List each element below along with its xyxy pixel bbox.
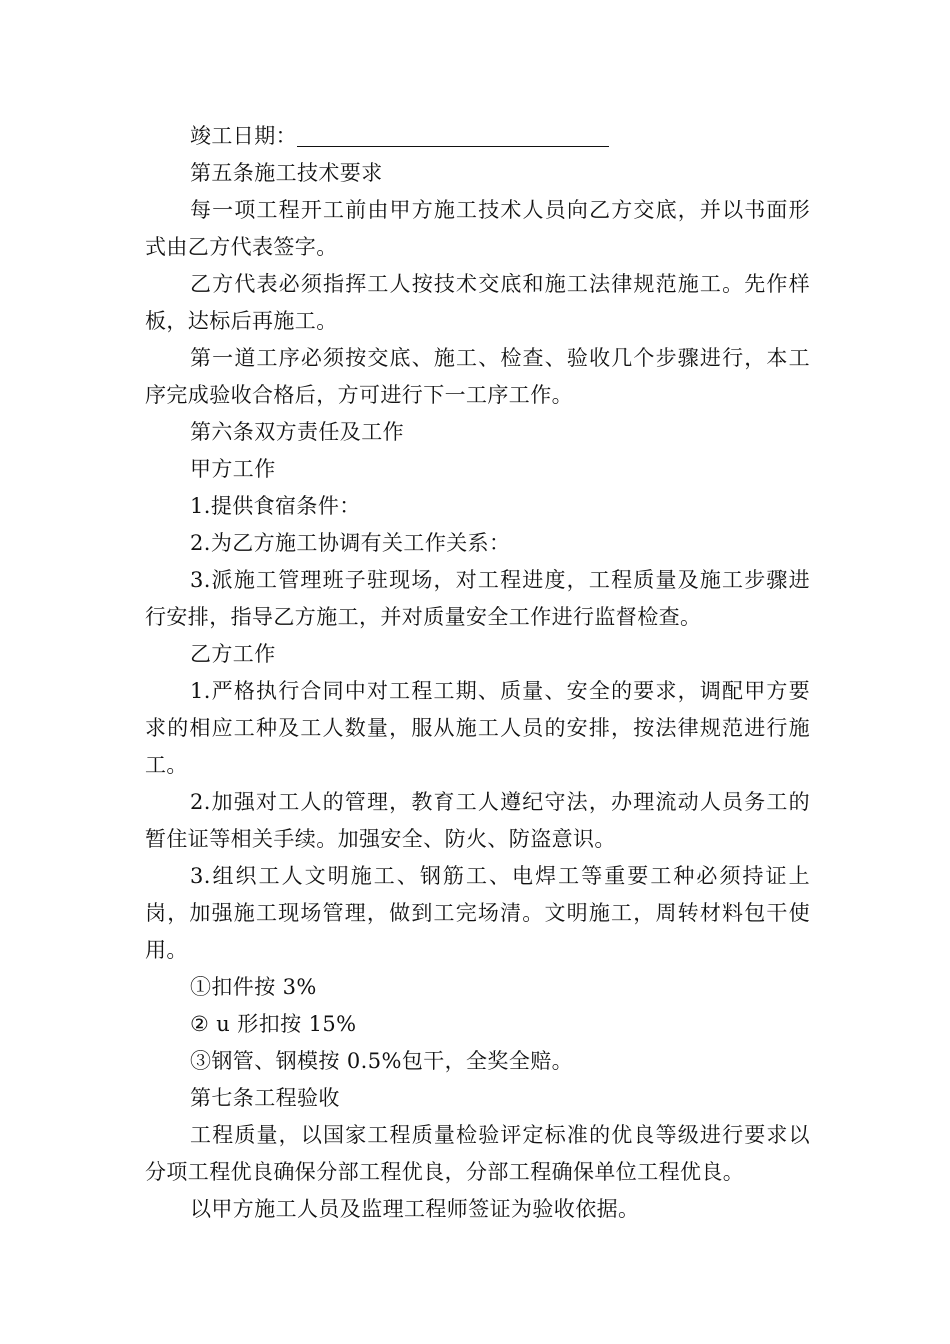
party-b-item: 3.组织工人文明施工、钢筋工、电焊工等重要工种必须持证上岗，加强施工现场管理，做到工完场清。文明施工，周转材料包干使用。 — [145, 864, 810, 962]
party-a-item: 2.为乙方施工协调有关工作关系： — [190, 531, 511, 555]
section-6-heading: 第六条双方责任及工作 — [190, 420, 404, 444]
party-a-item: 1.提供食宿条件： — [190, 494, 361, 518]
party-a-heading: 甲方工作 — [190, 457, 276, 481]
paragraph: 第一道工序必须按交底、施工、检查、验收几个步骤进行，本工序完成验收合格后，方可进行下一工序工作。 — [145, 346, 810, 407]
paragraph: 乙方代表必须指挥工人按技术交底和施工法律规范施工。先作样板，达标后再施工。 — [145, 272, 810, 333]
section-7-heading: 第七条工程验收 — [190, 1086, 340, 1110]
paragraph: 以甲方施工人员及监理工程师签证为验收依据。 — [190, 1197, 640, 1221]
material-rate-item: ①扣件按 3% — [190, 975, 317, 999]
party-b-item: 1.严格执行合同中对工程工期、质量、安全的要求，调配甲方要求的相应工种及工人数量，服从施工人员的安排，按法律规范进行施工。 — [145, 679, 810, 777]
document-body — [145, 118, 810, 1228]
material-rate-item: ② u 形扣按 15% — [190, 1012, 357, 1036]
completion-date-blank — [297, 124, 609, 147]
completion-date-line — [145, 118, 810, 155]
party-b-heading: 乙方工作 — [190, 642, 276, 666]
party-a-item: 3.派施工管理班子驻现场，对工程进度，工程质量及施工步骤进行安排，指导乙方施工，并对质量安全工作进行监督检查。 — [145, 568, 810, 629]
material-rate-item: ③钢管、钢模按 0.5%包干，全奖全赔。 — [190, 1049, 574, 1073]
party-b-item: 2.加强对工人的管理，教育工人遵纪守法，办理流动人员务工的暂住证等相关手续。加强安全、防火、防盗意识。 — [145, 790, 810, 851]
paragraph: 工程质量，以国家工程质量检验评定标准的优良等级进行要求以分项工程优良确保分部工程优良，分部工程确保单位工程优良。 — [145, 1123, 810, 1184]
completion-date-label: 竣工日期： — [190, 124, 297, 148]
paragraph: 每一项工程开工前由甲方施工技术人员向乙方交底，并以书面形式由乙方代表签字。 — [145, 198, 810, 259]
section-5-heading: 第五条施工技术要求 — [190, 161, 383, 185]
